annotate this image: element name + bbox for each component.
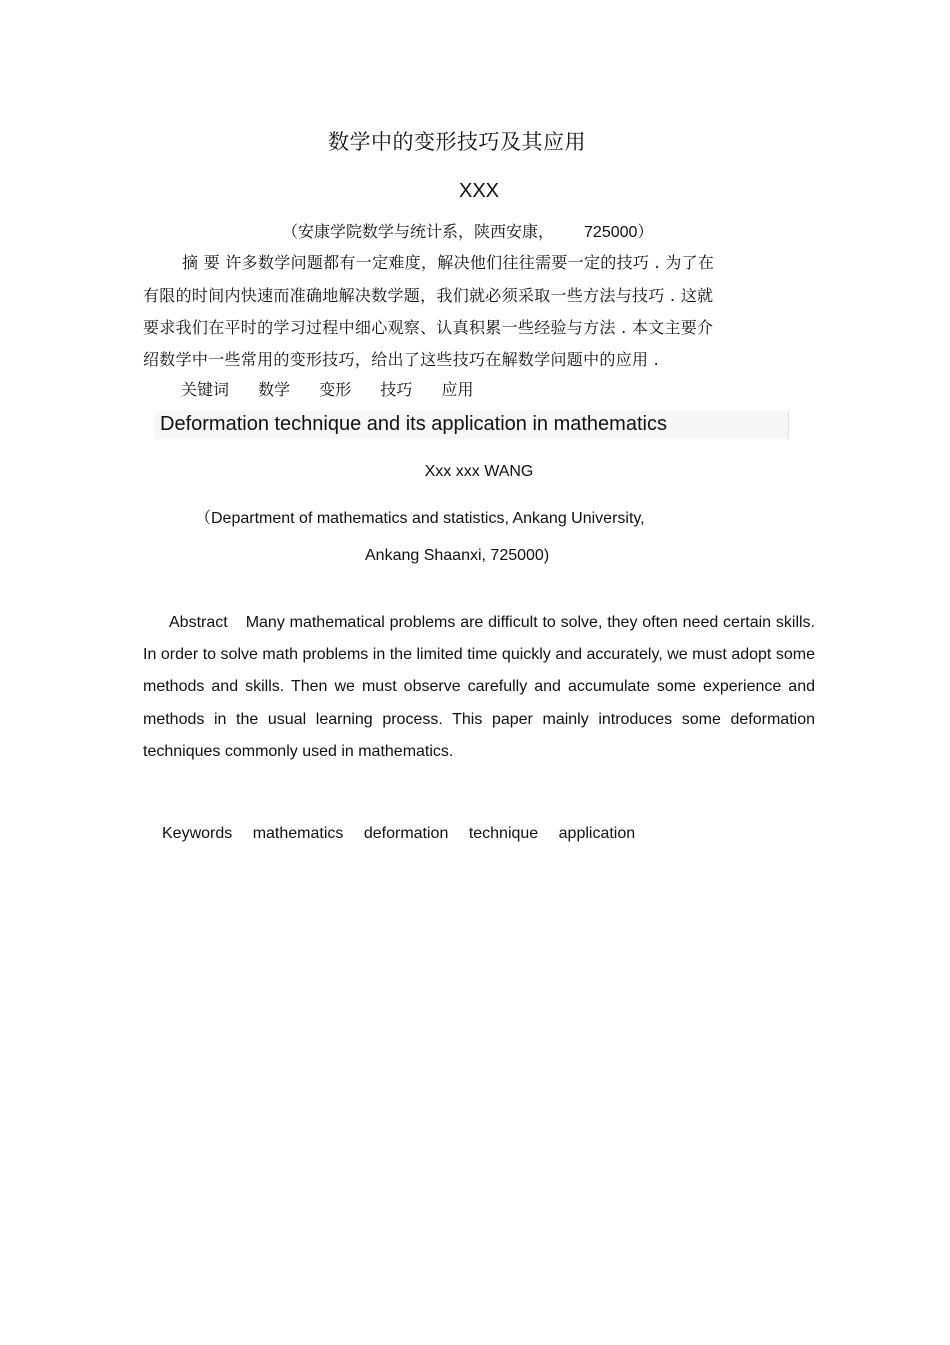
author-cn: XXX — [458, 180, 500, 202]
keyword-en: application — [558, 825, 636, 842]
abstract-cn-line-3: 要求我们在平时的学习过程中细心观察、认真积累一些经验与方法 . 本文主要介 — [143, 318, 714, 337]
abstract-cn-line-4: 绍数学中一些常用的变形技巧，给出了这些技巧在解数学问题中的应用 . — [143, 350, 660, 369]
keyword-cn: 技巧 — [380, 380, 413, 399]
abstract-en — [143, 607, 815, 768]
abstract-cn-line-1: 摘 要 许多数学问题都有一定难度，解决他们往往需要一定的技巧 . 为了在 — [182, 253, 715, 272]
keywords-cn-label: 关键词 — [181, 380, 230, 399]
affiliation-en-line-1: （Department of mathematics and statistics, Ankang University, — [195, 510, 645, 527]
author-en: Xxx xxx WANG — [424, 463, 534, 480]
paper-title-en: Deformation technique and its application in mathematics — [160, 413, 667, 435]
affiliation-en-line-2: Ankang Shaanxi, 725000) — [365, 547, 550, 564]
keyword-cn: 变形 — [319, 380, 352, 399]
affiliation-cn-code: 725000） — [584, 224, 654, 241]
abstract-en-text: Many mathematical problems are difficult to solve, they often need certain skills. In order to solve math problems in the limited time quickly and accurately, we must adopt some methods and skills. Then we must observe carefully and accumulate some experience and methods in the usual learning process. This paper mainly introduces some deformation techniques commonly used in mathematics. — [143, 614, 815, 760]
keyword-en: technique — [468, 825, 539, 842]
keyword-cn: 应用 — [441, 380, 474, 399]
affiliation-cn — [282, 219, 653, 242]
abstract-en-label: Abstract — [169, 614, 228, 631]
keywords-cn — [181, 377, 497, 400]
keyword-en: deformation — [363, 825, 449, 842]
abstract-cn-line-2: 有限的时间内快速而准确地解决数学题，我们就必须采取一些方法与技巧 . 这就 — [143, 286, 714, 305]
affiliation-cn-text: （安康学院数学与统计系，陕西安康， — [282, 222, 555, 241]
keywords-en — [162, 825, 651, 843]
keyword-cn: 数学 — [258, 380, 291, 399]
keyword-en: mathematics — [252, 825, 344, 842]
keywords-en-label: Keywords — [162, 825, 233, 842]
paper-title-cn: 数学中的变形技巧及其应用 — [328, 130, 586, 154]
